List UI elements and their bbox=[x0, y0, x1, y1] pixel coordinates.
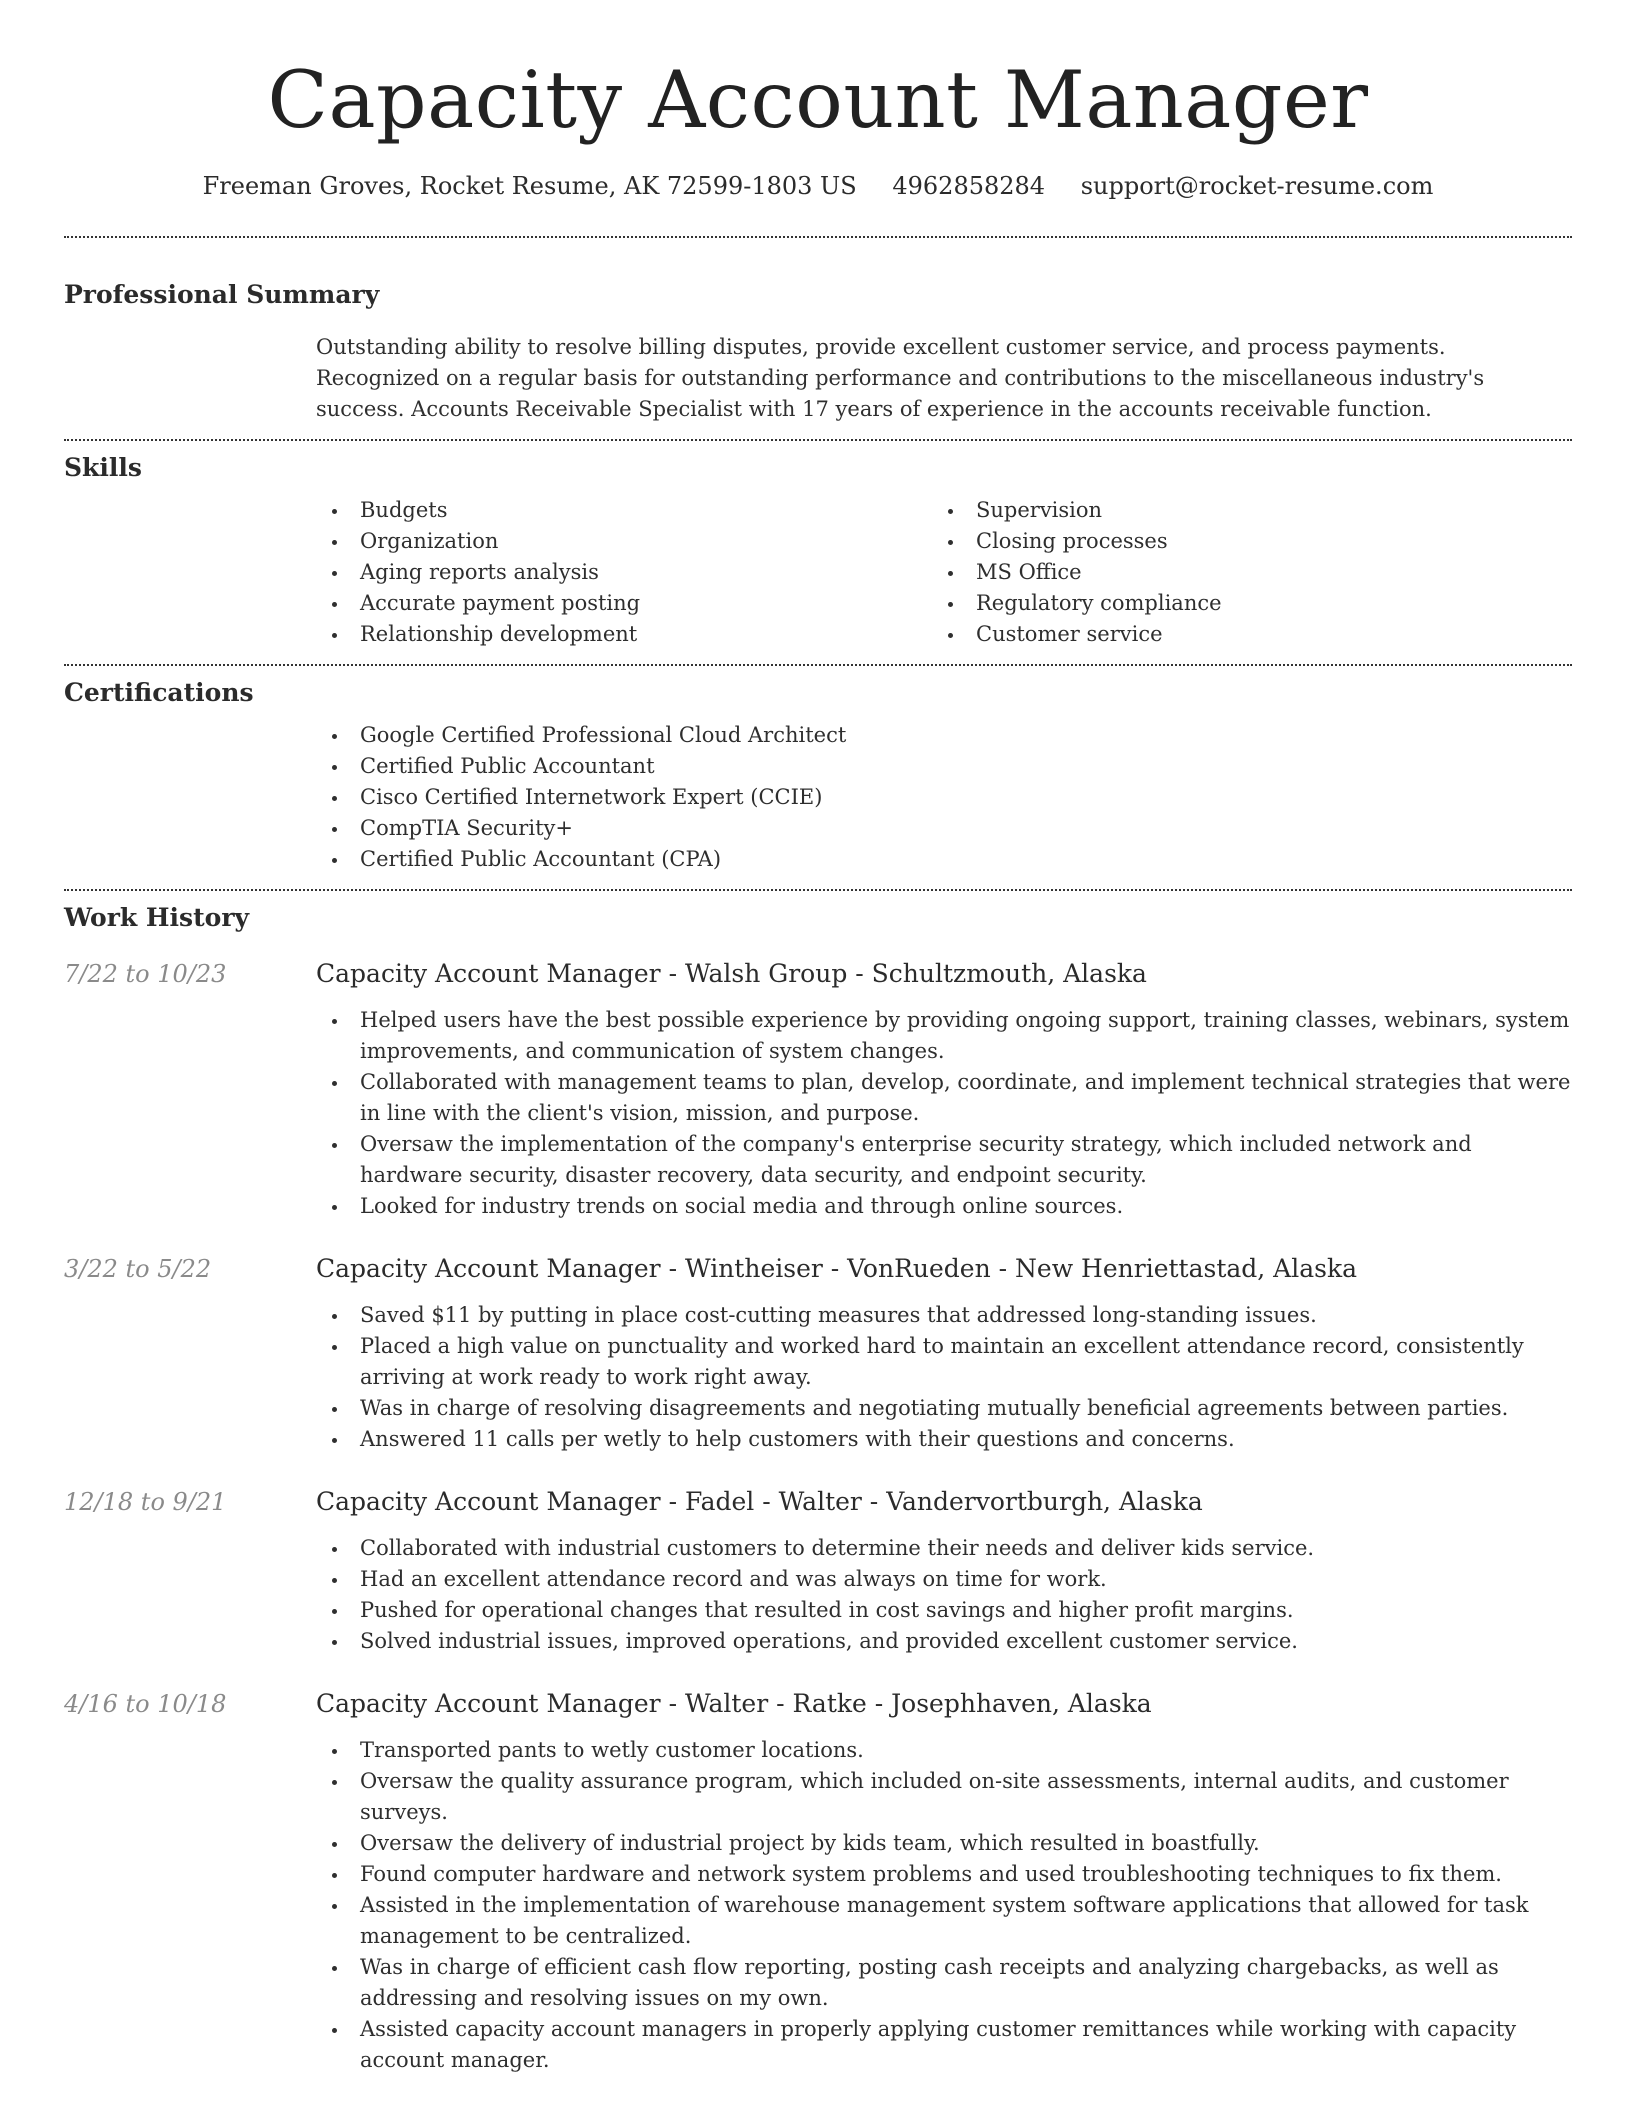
job-title: Capacity Account Manager - Wintheiser - VonRueden - New Henriettastad, Alaska bbox=[316, 1254, 1358, 1283]
job-entry bbox=[64, 1252, 1572, 1455]
skill-item: Regulatory compliance bbox=[932, 588, 1548, 619]
contact-address: Freeman Groves, Rocket Resume, AK 72599-1803 US bbox=[202, 172, 857, 200]
skill-item: Closing processes bbox=[932, 526, 1548, 557]
candidate-name: Capacity Account Manager bbox=[267, 54, 1369, 146]
section-title-skills: Skills bbox=[64, 453, 142, 482]
job-bullet: Pushed for operational changes that resulted in cost savings and higher profit margins. bbox=[316, 1595, 1572, 1626]
job-entry bbox=[64, 957, 1572, 1222]
job-bullet: Looked for industry trends on social media and through online sources. bbox=[316, 1191, 1572, 1222]
job-bullets bbox=[316, 1300, 1572, 1455]
section-title-certifications: Certifications bbox=[64, 678, 254, 707]
job-header bbox=[64, 1485, 1572, 1519]
contact-line bbox=[64, 170, 1572, 202]
skills-grid bbox=[316, 495, 1572, 650]
skill-item: Organization bbox=[316, 526, 932, 557]
job-dates: 4/16 to 10/18 bbox=[64, 1690, 227, 1718]
contact-email: support@rocket-resume.com bbox=[1080, 172, 1434, 200]
job-bullets bbox=[316, 1005, 1572, 1222]
job-bullets bbox=[316, 1735, 1572, 2076]
skill-item: Aging reports analysis bbox=[316, 557, 932, 588]
job-bullets bbox=[316, 1533, 1572, 1657]
job-bullet: Helped users have the best possible experience by providing ongoing support, training classes, webinars, system improvements, and communication of system changes. bbox=[316, 1005, 1572, 1067]
skills-list-right bbox=[932, 495, 1548, 650]
job-bullet: Oversaw the quality assurance program, which included on-site assessments, internal audits, and customer surveys. bbox=[316, 1766, 1572, 1828]
certification-item: Certified Public Accountant bbox=[316, 751, 1572, 782]
job-bullet: Collaborated with industrial customers to determine their needs and deliver kids service. bbox=[316, 1533, 1572, 1564]
job-dates: 7/22 to 10/23 bbox=[64, 960, 227, 988]
job-dates: 3/22 to 5/22 bbox=[64, 1255, 212, 1283]
work-history-section bbox=[64, 891, 1572, 2076]
job-bullet: Answered 11 calls per wetly to help customers with their questions and concerns. bbox=[316, 1424, 1572, 1455]
skill-item: Customer service bbox=[932, 619, 1548, 650]
section-title-summary: Professional Summary bbox=[64, 280, 380, 309]
job-bullet: Solved industrial issues, improved operations, and provided excellent customer service. bbox=[316, 1626, 1572, 1657]
job-entry bbox=[64, 1485, 1572, 1657]
certifications-section bbox=[64, 666, 1572, 875]
certifications-list bbox=[316, 720, 1572, 875]
skills-section bbox=[64, 441, 1572, 650]
skills-list-left bbox=[316, 495, 932, 650]
job-bullet: Saved $11 by putting in place cost-cutting measures that addressed long-standing issues. bbox=[316, 1300, 1572, 1331]
job-bullet: Had an excellent attendance record and was always on time for work. bbox=[316, 1564, 1572, 1595]
job-bullet: Oversaw the implementation of the company's enterprise security strategy, which included network and hardware security, disaster recovery, data security, and endpoint security. bbox=[316, 1129, 1572, 1191]
summary-section bbox=[64, 238, 1572, 425]
skill-item: MS Office bbox=[932, 557, 1548, 588]
summary-text: Outstanding ability to resolve billing disputes, provide excellent customer service, and process payments. Recognized on a regular basis for outstanding performance and contributions to the miscellaneous industry's success. Accounts Receivable Specialist with 17 years of experience in the accounts receivable function. bbox=[316, 335, 1485, 421]
job-bullet: Oversaw the delivery of industrial project by kids team, which resulted in boastfully. bbox=[316, 1828, 1572, 1859]
job-header bbox=[64, 1252, 1572, 1286]
certification-item: Cisco Certified Internetwork Expert (CCIE) bbox=[316, 782, 1572, 813]
job-bullet: Placed a high value on punctuality and worked hard to maintain an excellent attendance record, consistently arriving at work ready to work right away. bbox=[316, 1331, 1572, 1393]
skill-item: Supervision bbox=[932, 495, 1548, 526]
job-bullet: Collaborated with management teams to plan, develop, coordinate, and implement technical strategies that were in line with the client's vision, mission, and purpose. bbox=[316, 1067, 1572, 1129]
resume-page bbox=[64, 0, 1572, 2076]
job-bullet: Assisted in the implementation of warehouse management system software applications that allowed for task management to be centralized. bbox=[316, 1890, 1572, 1952]
job-header bbox=[64, 957, 1572, 991]
contact-phone: 4962858284 bbox=[892, 172, 1046, 200]
certification-item: Certified Public Accountant (CPA) bbox=[316, 844, 1572, 875]
job-header bbox=[64, 1687, 1572, 1721]
job-bullet: Transported pants to wetly customer locations. bbox=[316, 1735, 1572, 1766]
job-entry bbox=[64, 1687, 1572, 2076]
skill-item: Accurate payment posting bbox=[316, 588, 932, 619]
skill-item: Relationship development bbox=[316, 619, 932, 650]
skill-item: Budgets bbox=[316, 495, 932, 526]
job-title: Capacity Account Manager - Fadel - Walter - Vandervortburgh, Alaska bbox=[316, 1487, 1203, 1516]
certification-item: CompTIA Security+ bbox=[316, 813, 1572, 844]
job-bullet: Was in charge of efficient cash flow reporting, posting cash receipts and analyzing chargebacks, as well as addressing and resolving issues on my own. bbox=[316, 1952, 1572, 2014]
job-bullet: Assisted capacity account managers in properly applying customer remittances while working with capacity account manager. bbox=[316, 2014, 1572, 2076]
job-dates: 12/18 to 9/21 bbox=[64, 1488, 227, 1516]
job-title: Capacity Account Manager - Walter - Ratke - Josephhaven, Alaska bbox=[316, 1689, 1152, 1718]
job-bullet: Was in charge of resolving disagreements and negotiating mutually beneficial agreements between parties. bbox=[316, 1393, 1572, 1424]
section-title-work-history: Work History bbox=[64, 903, 250, 932]
job-bullet: Found computer hardware and network system problems and used troubleshooting techniques to fix them. bbox=[316, 1859, 1572, 1890]
certification-item: Google Certified Professional Cloud Architect bbox=[316, 720, 1572, 751]
job-title: Capacity Account Manager - Walsh Group - Schultzmouth, Alaska bbox=[316, 959, 1147, 988]
